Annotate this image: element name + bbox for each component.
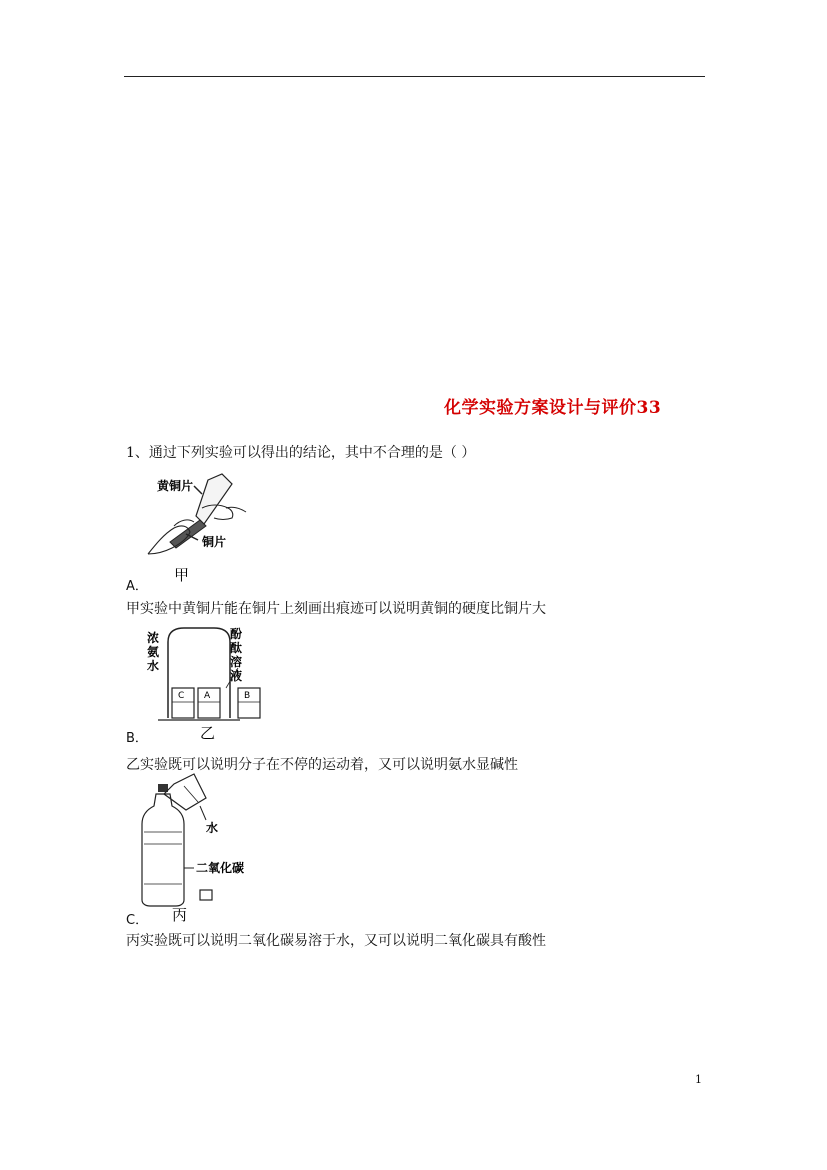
figure-jia-caption: 甲 bbox=[174, 566, 190, 584]
figure-yi-label-beaker-b: B bbox=[244, 691, 251, 701]
question-text: 1、通过下列实验可以得出的结论，其中不合理的是（ ） bbox=[126, 445, 476, 461]
document-title: 化学实验方案设计与评价33 bbox=[444, 398, 662, 418]
figure-yi-label-phenolphthalein: 酚酞溶液 bbox=[230, 627, 243, 683]
figure-jia-label-copper: 铜片 bbox=[202, 535, 227, 549]
option-c-text: 丙实验既可以说明二氧化碳易溶于水，又可以说明二氧化碳具有酸性 bbox=[126, 933, 546, 949]
figure-bing bbox=[140, 772, 270, 926]
option-b-letter: B． bbox=[126, 731, 148, 746]
option-c-letter: C． bbox=[126, 913, 149, 928]
figure-yi-label-beaker-c: C bbox=[178, 691, 185, 701]
figure-jia-label-brass: 黄铜片 bbox=[157, 479, 194, 493]
header-rule bbox=[124, 76, 705, 77]
figure-yi-label-ammonia-1: 浓氨水 bbox=[147, 631, 160, 673]
option-a-letter: A． bbox=[126, 579, 148, 594]
figure-bing-label-water: 水 bbox=[206, 821, 219, 835]
option-b-text: 乙实验既可以说明分子在不停的运动着，又可以说明氨水显碱性 bbox=[126, 757, 518, 773]
option-a-text: 甲实验中黄铜片能在铜片上刻画出痕迹可以说明黄铜的硬度比铜片大 bbox=[126, 601, 546, 617]
page-number: 1 bbox=[695, 1073, 702, 1086]
figure-jia bbox=[140, 468, 260, 586]
figure-bing-caption: 丙 bbox=[172, 906, 188, 924]
figure-yi-caption: 乙 bbox=[200, 724, 216, 742]
figure-bing-label-co2: 二氧化碳 bbox=[196, 861, 245, 875]
figure-yi bbox=[142, 622, 272, 744]
figure-yi-label-beaker-a: A bbox=[204, 691, 211, 701]
